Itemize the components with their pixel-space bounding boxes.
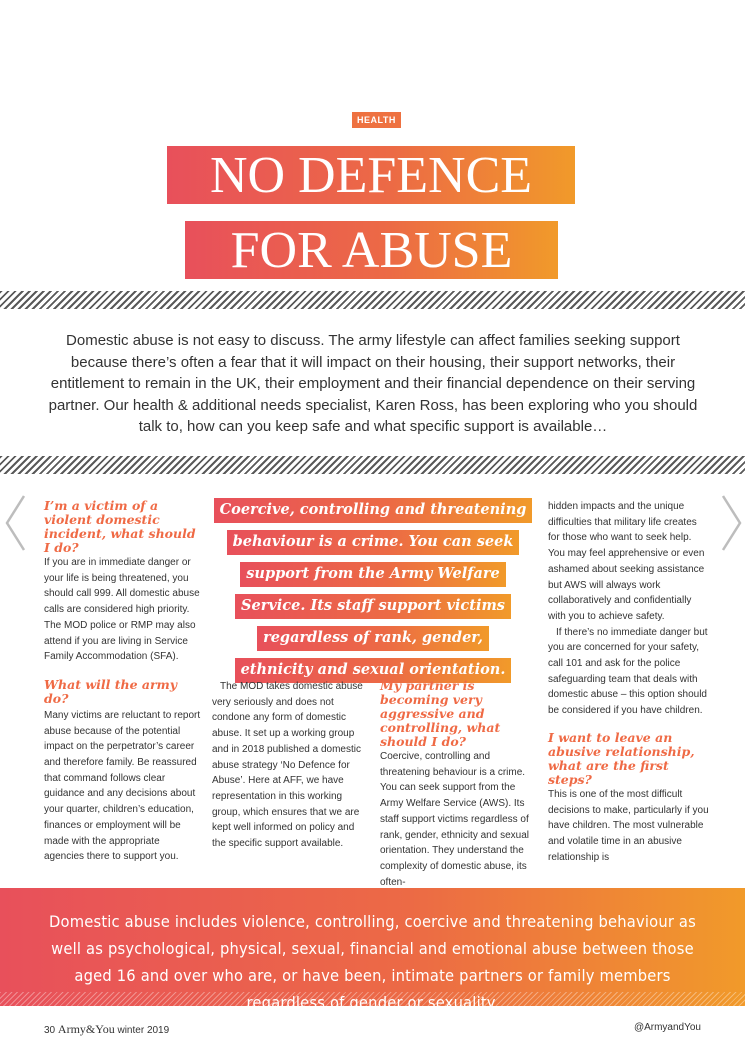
magazine-brand: Army&You: [57, 1022, 115, 1036]
chevron-left-icon[interactable]: [4, 494, 26, 552]
quote-line: behaviour is a crime. You can seek: [227, 530, 520, 555]
definition-text: Domestic abuse includes violence, controlling, coercive and threatening behaviour as well as psychological, physical, sexual, financial and emotional abuse between those aged 16 and over who are, or have been, intimate partners or family members regardless of gender or sexuality.: [48, 912, 696, 1012]
paragraph-immediate-danger: If you are in immediate danger or your life is being threatened, you should call 999. All domestic abuse calls are considered high priority. The MOD police or RMP may also attend if you are living in Service Family Accommodation (SFA).: [44, 557, 200, 663]
page-number: 30: [44, 1025, 56, 1036]
paragraph-mod-strategy: The MOD takes domestic abuse very seriously and does not condone any form of domestic abuse. It set up a working group and in 2018 published a domestic abuse strategy ‘No Defence for Abuse’. Here at AFF, we have representation in this working group, which ensures that we are kept well informed on policy and the specific support available.: [212, 681, 363, 850]
top-hatch-divider: [0, 291, 745, 309]
heading-violent-incident: I’m a victim of a violent domestic incident, what should I do?: [44, 498, 196, 555]
column-1: [44, 499, 202, 865]
intro-standfirst: Domestic abuse is not easy to discuss. The army lifestyle can affect families seeking support because there’s often a fear that it will impact on their housing, their support networks, their entitlement to remain in the UK, their employment and their financial dependence on their serving partner. Our health & additional needs specialist, Karen Ross, has been exploring who you should talk to, how can you keep safe and what specific support is available…: [48, 332, 698, 435]
paragraph-coercive-crime: Coercive, controlling and threatening behaviour is a crime. You can seek support from the Army Welfare Service (AWS). Its staff support victims regardless of rank, gender, ethnicity and sexual orientation. They understand the complexity of domestic abuse, its often-: [380, 751, 529, 888]
bottom-hatch-divider: [0, 456, 745, 474]
heading-leave-relationship: I want to leave an abusive relationship, what are the first steps?: [548, 729, 695, 787]
pull-quote: [208, 498, 538, 690]
title-line-2: FOR ABUSE: [185, 221, 558, 279]
column-2: [212, 679, 370, 852]
paragraph-hidden-impacts: hidden impacts and the unique difficulties that military life creates for those who want to seek help. You may feel apprehensive or even ashamed about seeking assistance but AWS will always work collaboratively and confidentially with you to achieve safety.: [548, 501, 705, 622]
quote-line: Service. Its staff support victims: [235, 594, 511, 619]
heading-what-will-army-do: What will the army do?: [44, 676, 178, 706]
column-4: [548, 499, 710, 865]
issue-label: winter 2019: [117, 1025, 170, 1036]
quote-line: ethnicity and sexual orientation.: [235, 658, 512, 683]
title-line-1: NO DEFENCE: [167, 146, 575, 204]
column-3: [380, 679, 538, 890]
paragraph-difficult-decision: This is one of the most difficult decisions to make, particularly if you have children. The most vulnerable and volatile time in an abusive relationship is: [548, 788, 709, 863]
chevron-right-icon[interactable]: [721, 494, 743, 552]
social-handle[interactable]: @ArmyandYou: [633, 1022, 701, 1033]
paragraph-call-101: If there’s no immediate danger but you are concerned for your safety, call 101 and ask for the police safeguarding team that deals with domestic abuse – this option should be considered if you have children.: [548, 626, 708, 717]
quote-line: Coercive, controlling and threatening: [214, 498, 533, 523]
quote-line: support from the Army Welfare: [240, 562, 506, 587]
section-tag: HEALTH: [352, 112, 401, 128]
heading-partner-aggressive: My partner is becoming very aggressive and controlling, what should I do?: [380, 678, 501, 749]
footer-left: [44, 1022, 169, 1037]
paragraph-reluctant-victims: Many victims are reluctant to report abuse because of the potential impact on the perpetrator’s career and therefore family. Be reassured that command follows clear guidance and any decisions about your quarter, children’s education, finances or employment will be made with the appropriate agencies there to support you.: [44, 709, 201, 863]
quote-line: regardless of rank, gender,: [257, 626, 489, 651]
definition-banner: [0, 888, 745, 1012]
